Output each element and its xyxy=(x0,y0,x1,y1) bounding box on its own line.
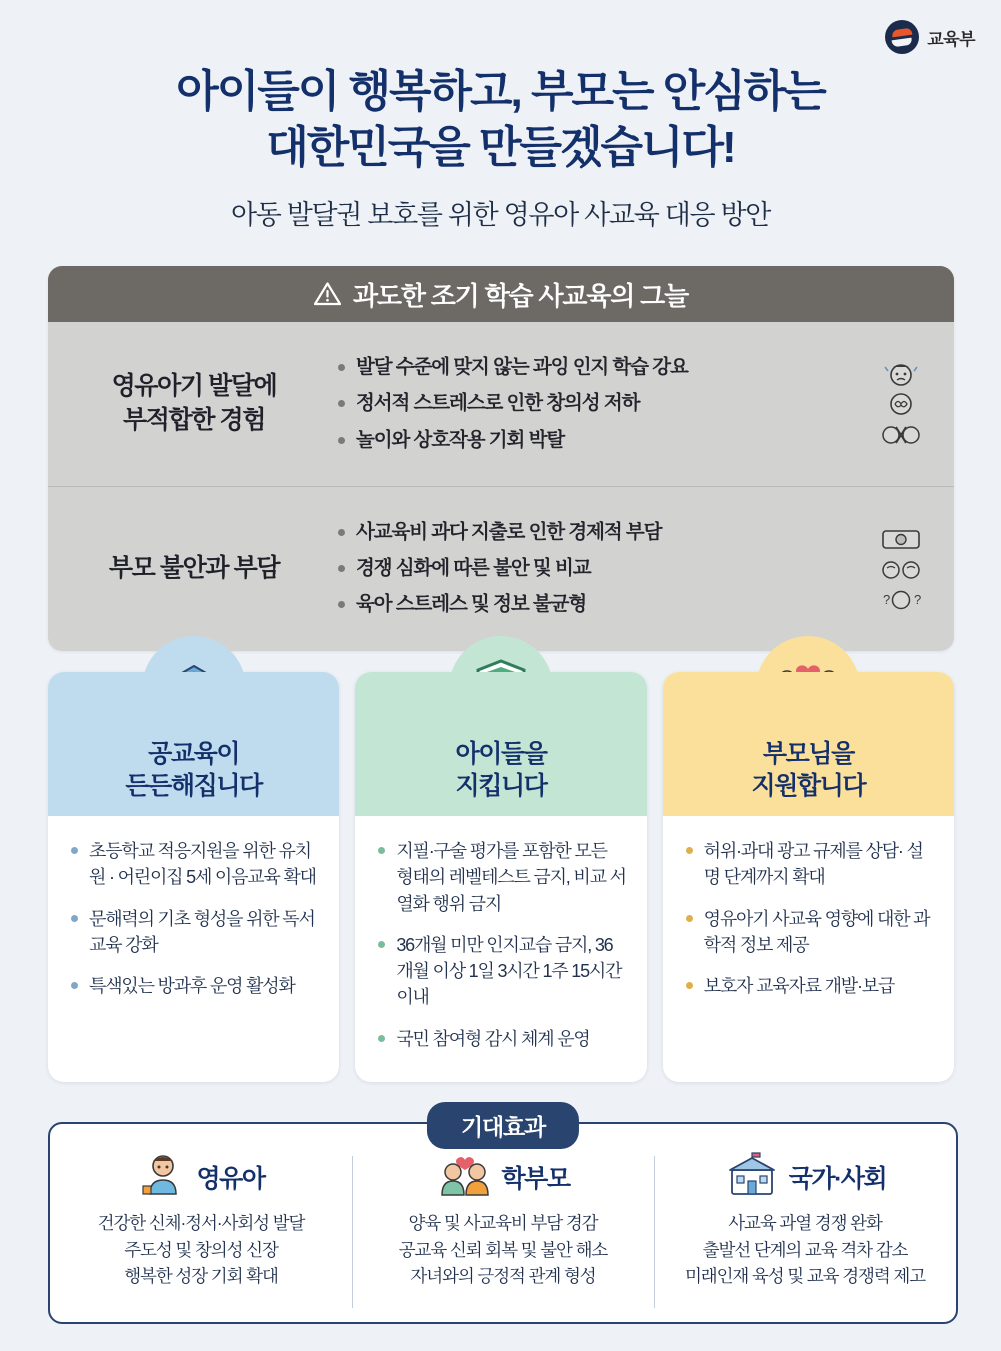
page-subtitle: 아동 발달권 보호를 위한 영유아 사교육 대응 방안 xyxy=(230,199,771,230)
problem-item: 육아 스트레스 및 정보 불균형 xyxy=(336,590,856,619)
problem-item-list xyxy=(330,346,856,462)
effect-column-lines xyxy=(60,1210,342,1290)
problem-row-label xyxy=(68,552,320,586)
pillar-item: 지필·구술 평가를 포함한 모든 형태의 레벨테스트 금지, 비교 서열화 행위 금지 xyxy=(377,838,626,917)
headline-line-2: 대한민국을 만들겠습니다! xyxy=(266,123,735,173)
pillar-item: 36개월 미만 인지교습 금지, 36개월 이상 1일 3시간 1주 15시간 이내 xyxy=(377,932,626,1011)
pillar-item: 문해력의 기초 형성을 위한 독서교육 강화 xyxy=(70,906,319,959)
svg-text:?: ? xyxy=(883,591,891,607)
svg-text:?: ? xyxy=(914,591,922,607)
effect-line: 출발선 단계의 교육 격차 감소 xyxy=(702,1239,908,1260)
pillar-card-title-line1: 부모님을 xyxy=(762,740,854,768)
broken-interaction-icon xyxy=(879,421,923,447)
pillar-cards xyxy=(48,672,954,1082)
child-icon xyxy=(138,1152,188,1203)
problem-item: 경쟁 심화에 따른 불안 및 비교 xyxy=(336,554,856,583)
effect-line: 미래인재 육성 및 교육 경쟁력 제고 xyxy=(684,1266,926,1287)
pillar-card-support-parents xyxy=(663,672,954,1082)
problem-row-label-line1: 부모 불안과 부담 xyxy=(108,553,280,582)
effect-line: 사교육 과열 경쟁 완화 xyxy=(728,1213,882,1233)
pillar-card-header xyxy=(48,672,339,816)
effect-line: 양육 및 사교육비 부담 경감 xyxy=(408,1213,598,1233)
money-icon xyxy=(878,526,924,552)
pillar-item: 특색있는 방과후 운영 활성화 xyxy=(70,973,319,999)
ministry-brand xyxy=(885,20,975,54)
problem-item: 사교육비 과다 지출로 인한 경제적 부담 xyxy=(336,518,856,547)
effect-column-title: 학부모 xyxy=(501,1165,570,1193)
problem-row-label-line1: 영유아기 발달에 xyxy=(111,372,277,401)
warning-triangle-icon xyxy=(314,282,341,306)
effect-line: 자녀와의 긍정적 관계 형성 xyxy=(410,1266,596,1287)
effect-column-title: 영유아 xyxy=(196,1165,265,1193)
effect-line: 건강한 신체·정서·사회성 발달 xyxy=(97,1213,305,1233)
expected-effects-panel xyxy=(48,1114,958,1324)
problem-illustration-group xyxy=(866,526,936,612)
pillar-item: 영유아기 사교육 영향에 대한 과학적 정보 제공 xyxy=(685,906,934,959)
effect-column-header xyxy=(362,1150,644,1204)
problem-panel xyxy=(48,266,954,651)
pillar-item: 초등학교 적응지원을 위한 유치원 · 어린이집 5세 이음교육 확대 xyxy=(70,838,319,891)
pillar-card-title xyxy=(751,738,865,802)
effect-line: 행복한 성장 기회 확대 xyxy=(124,1266,278,1287)
effect-column-nation xyxy=(654,1150,956,1322)
pillar-card-body xyxy=(663,816,954,999)
effect-column-header xyxy=(60,1150,342,1204)
effect-column-parents xyxy=(352,1150,654,1322)
effect-column-lines xyxy=(362,1210,644,1290)
problem-row-label-line2: 부적합한 경험 xyxy=(122,405,266,434)
worried-parents-icon xyxy=(878,556,924,582)
brain-head-icon xyxy=(879,391,923,417)
ministry-label: 교육부 xyxy=(927,29,975,49)
problem-item-list xyxy=(330,511,856,627)
pillar-item-list xyxy=(685,838,934,999)
problem-row xyxy=(48,486,954,651)
problem-row-label xyxy=(68,370,320,438)
problem-item: 발달 수준에 맞지 않는 과잉 인지 학습 강요 xyxy=(336,353,856,382)
expected-effects-tab: 기대효과 xyxy=(427,1102,579,1149)
effect-column-title: 국가·사회 xyxy=(788,1165,887,1193)
headline-block xyxy=(0,64,1001,232)
problem-panel-title: 과도한 조기 학습 사교육의 그늘 xyxy=(352,280,688,311)
school-building-icon xyxy=(724,1152,780,1203)
pillar-card-protect-children xyxy=(355,672,646,1082)
pillar-card-title xyxy=(455,738,546,802)
pillar-card-title-line1: 공교육이 xyxy=(148,740,240,768)
pillar-card-public-education xyxy=(48,672,339,1082)
effect-line: 주도성 및 창의성 신장 xyxy=(124,1239,278,1260)
pillar-card-title-line1: 아이들을 xyxy=(455,740,547,768)
problem-row xyxy=(48,322,954,486)
effect-column-header xyxy=(664,1150,946,1204)
pillar-item: 국민 참여형 감시 체계 운영 xyxy=(377,1026,626,1052)
effect-column-infant xyxy=(50,1150,352,1322)
page-title xyxy=(0,64,1001,177)
problem-panel-header xyxy=(48,266,954,322)
tired-child-icon xyxy=(879,361,923,387)
effect-column-lines xyxy=(664,1210,946,1290)
pillar-card-title-line2: 지원합니다 xyxy=(751,772,866,800)
parents-icon xyxy=(437,1152,493,1203)
pillar-card-header xyxy=(663,672,954,816)
pillar-card-title-line2: 지킵니다 xyxy=(455,772,547,800)
expected-effects-columns xyxy=(50,1124,956,1322)
pillar-card-body xyxy=(48,816,339,999)
problem-item: 정서적 스트레스로 인한 창의성 저하 xyxy=(336,389,856,418)
pillar-item-list xyxy=(377,838,626,1052)
pillar-card-header xyxy=(355,672,646,816)
problem-illustration-group xyxy=(866,361,936,447)
effect-line: 공교육 신뢰 회복 및 불안 해소 xyxy=(398,1239,608,1260)
headline-line-1: 아이들이 행복하고, 부모는 안심하는 xyxy=(176,67,825,116)
problem-item: 놀이와 상호작용 기회 박탈 xyxy=(336,426,856,455)
pillar-item: 허위·과대 광고 규제를 상담· 설명 단계까지 확대 xyxy=(685,838,934,891)
question-confusion-icon xyxy=(878,586,924,612)
pillar-card-title xyxy=(125,738,262,802)
pillar-card-title-line2: 든든해집니다 xyxy=(125,772,262,800)
pillar-card-body xyxy=(355,816,646,1052)
ministry-logo-icon xyxy=(885,20,919,54)
pillar-item-list xyxy=(70,838,319,999)
pillar-item: 보호자 교육자료 개발·보급 xyxy=(685,973,934,999)
